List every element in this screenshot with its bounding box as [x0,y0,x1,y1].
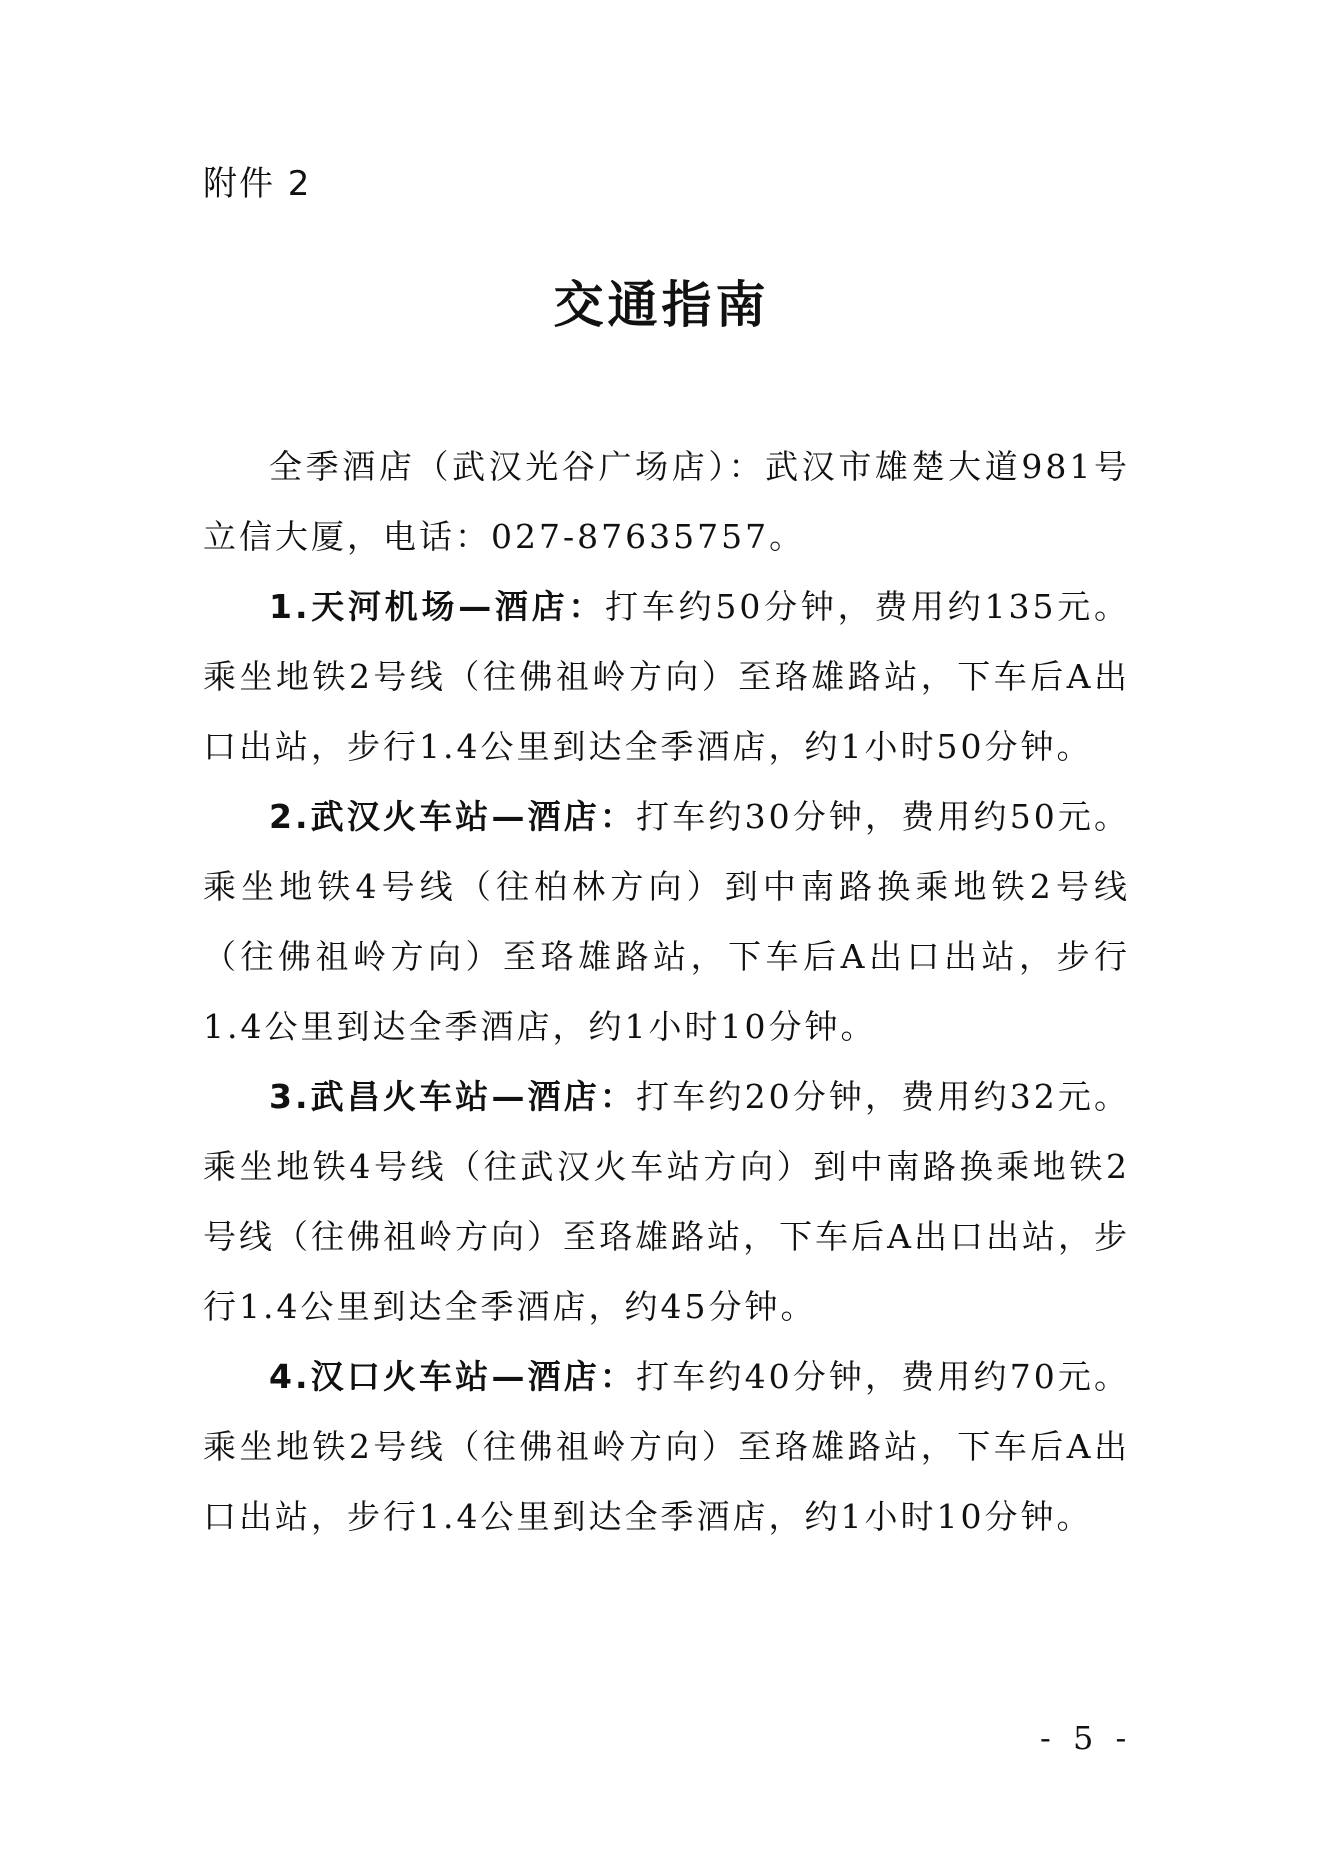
route-heading: 1.天河机场—酒店： [269,587,606,626]
route-paragraph-tianhe-airport [203,572,1130,782]
route-paragraph-hankou-station [203,1342,1130,1552]
route-text: 打车约40分钟，费用约70元。乘坐地铁2号线（往佛祖岭方向）至珞雄路站，下车后A出口出站，步行1.4公里到达全季酒店，约1小时10分钟。 [203,1357,1131,1536]
page-title: 交通指南 [553,276,770,334]
route-paragraph-wuchang-station [203,1062,1130,1342]
hotel-intro-paragraph: 全季酒店（武汉光谷广场店）：武汉市雄楚大道981号立信大厦，电话：027-87635757。 [203,447,1130,556]
route-heading: 2.武汉火车站—酒店： [269,797,637,836]
route-paragraph-wuhan-station [203,782,1130,1062]
route-text: 打车约50分钟，费用约135元。乘坐地铁2号线（往佛祖岭方向）至珞雄路站，下车后A出口出站，步行1.4公里到达全季酒店，约1小时50分钟。 [203,587,1131,766]
route-text: 打车约20分钟，费用约32元。乘坐地铁4号线（往武汉火车站方向）到中南路换乘地铁2号线（往佛祖岭方向）至珞雄路站，下车后A出口出站，步行1.4公里到达全季酒店，约45分钟。 [203,1077,1131,1326]
attachment-label: 附件 2 [203,164,312,204]
route-heading: 3.武昌火车站—酒店： [269,1077,637,1116]
document-body [203,432,1130,1552]
route-heading: 4.汉口火车站—酒店： [269,1357,637,1396]
page-number: - 5 - [1040,1719,1133,1757]
route-text: 打车约30分钟，费用约50元。乘坐地铁4号线（往柏林方向）到中南路换乘地铁2号线（往佛祖岭方向）至珞雄路站，下车后A出口出站，步行1.4公里到达全季酒店，约1小时10分钟。 [203,797,1131,1046]
